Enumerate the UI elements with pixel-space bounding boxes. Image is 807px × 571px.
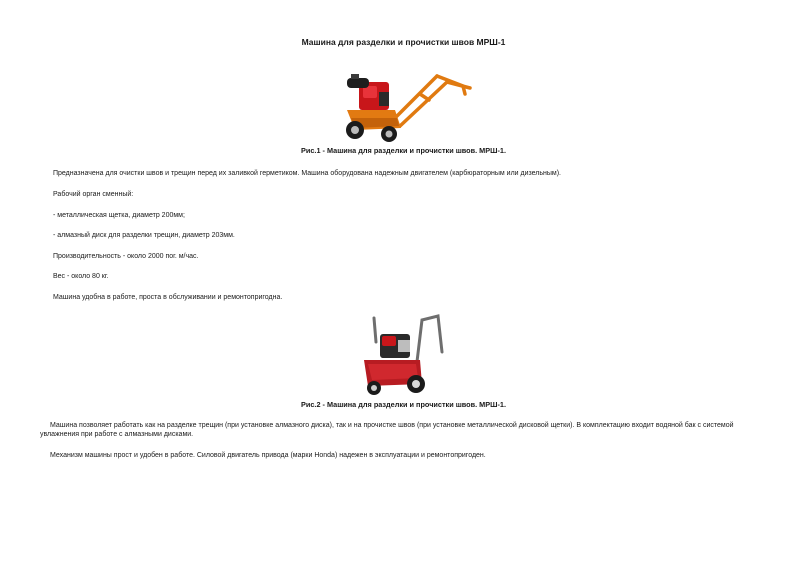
- machine-photo-2: [358, 312, 448, 397]
- figure-1-caption: Рис.1 - Машина для разделки и прочистки швов. МРШ-1.: [301, 146, 506, 155]
- paragraph-weight: Вес - около 80 кг.: [53, 273, 109, 280]
- paragraph-productivity: Производительность - около 2000 пог. м/час.: [53, 253, 199, 260]
- paragraph-convenience: Машина удобна в работе, проста в обслуживании и ремонтопригодна.: [53, 294, 283, 301]
- machine-photo-1: [325, 68, 475, 146]
- figure-2-caption: Рис.2 - Машина для разделки и прочистки швов. МРШ-1.: [301, 400, 506, 409]
- paragraph-purpose: Предназначена для очистки швов и трещин перед их заливкой герметиком. Машина оборудована надежным двигателем (карбюраторным или дизельным).: [53, 170, 562, 177]
- paragraph-brush: - металлическая щетка, диаметр 200мм;: [53, 212, 185, 219]
- paragraph-diamond-disc: - алмазный диск для разделки трещин, диаметр 203мм.: [53, 232, 235, 239]
- page-title: Машина для разделки и прочистки швов МРШ-1: [301, 37, 506, 47]
- paragraph-mechanism: Механизм машины прост и удобен в работе. Силовой двигатель привода (марки Honda) надежен в эксплуатации и ремонтопригоден.: [50, 452, 486, 459]
- paragraph-working-part: Рабочий орган сменный:: [53, 191, 134, 198]
- paragraph-operation-modes: Машина позволяет работать как на разделке трещин (при установке алмазного диска), так и на прочистке швов (при установке металлической дисковой щетки). В комплектацию входит водяной бак с системой увлажнения при работе с алмазными дисками.: [40, 422, 734, 438]
